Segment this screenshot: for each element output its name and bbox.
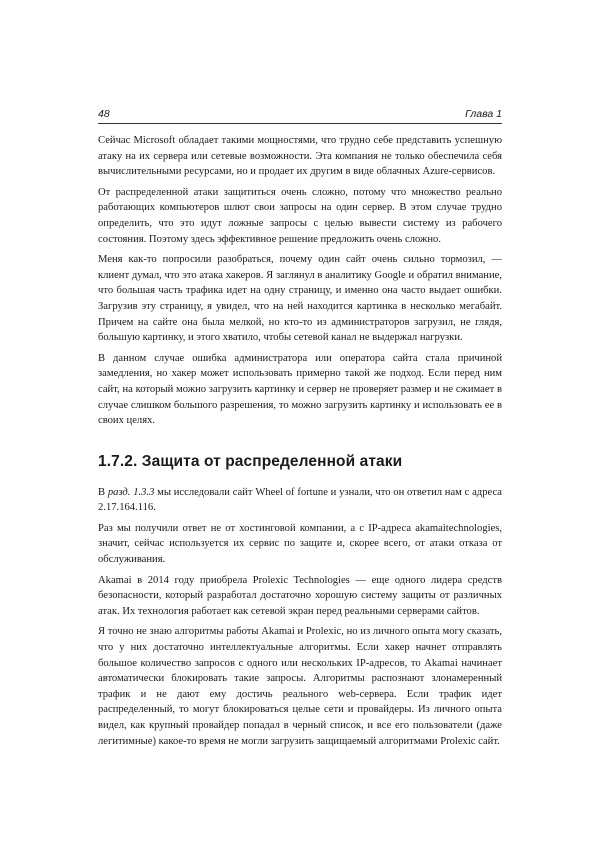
paragraph-wheel-of-fortune	[98, 485, 502, 516]
paragraph-microsoft: Сейчас Microsoft обладает такими мощностями, что трудно себе представить успешную атаку на их сервера или сетевые возможности. Эта компания не только обеспечила себя вычислительными ресурсами, но и продает их другим в виде облачных Azure-сервисов.	[98, 135, 502, 178]
paragraph-distributed-attack: От распределенной атаки защититься очень сложно, потому что множество реально работающих компьютеров шлют свои запросы на один сервер. В этом случае трудно определить, что это идут ложные запросы с целью вывести систему из рабочего состояния. Поэтому здесь эффективное решение предложить очень сложно.	[98, 186, 502, 245]
chapter-title: Глава 1	[465, 108, 502, 120]
paragraph-rest: мы исследовали сайт Wheel of fortune и узнали, что он ответил нам с адреса 2.17.164.116.	[98, 486, 502, 514]
paragraph-akamai-ip: Раз мы получили ответ не от хостинговой компании, а с IP-адреса akamaitechnologies, значит, сейчас используется их сервис по защите и, скорее всего, от атаки отказа от обслуживания.	[98, 522, 502, 566]
paragraph-admin-error: В данном случае ошибка администратора или оператора сайта стала причиной замедления, но хакер может использовать примерно такой же подход. Если перед ним сайт, на который можно загрузить картинку и сервер не проверяет размер и не сжимает в случае слишком большого разрешения, то можно загрузить картинку и использовать ее в своих целях.	[98, 352, 502, 427]
paragraph-prolexic: Akamai в 2014 году приобрела Prolexic Technologies — еще одного лидера средств безопасности, который разработал достаточно хорошую систему защиты от различных атак. Их технология работает как сетевой экран перед реальными серверами сайтов.	[98, 574, 502, 617]
page-number: 48	[98, 108, 110, 120]
book-page	[98, 108, 502, 754]
section-reference: разд. 1.3.3	[107, 486, 155, 498]
paragraph-slow-site: Меня как-то попросили разобраться, почему один сайт очень сильно тормозил, — клиент думал, что это атака хакеров. Я заглянул в аналитику Google и обратил внимание, что большая часть трафика идет на одну страницу, и именно она часто выдает ошибки. Загрузив эту страницу, я увидел, что на ней находится картинка в несколько мегабайт. Причем на сайте она была мелкой, но кто-то из администраторов загрузил, не глядя, большую картинку, и этого хватило, чтобы сетевой канал не выдержал нагрузки.	[98, 254, 502, 344]
paragraph-prefix: В	[98, 486, 108, 498]
section-heading: 1.7.2. Защита от распределенной атаки	[98, 452, 403, 470]
paragraph-algorithms: Я точно не знаю алгоритмы работы Akamai и Prolexic, но из личного опыта могу сказать, что у них достаточно интеллектуальные алгоритмы. Если хакер начнет отправлять большое количество запросов с одного или нескольких IP-адресов, то Akamai начинает автоматически блокировать такие запросы. Алгоритмы распознают злонамеренный трафик и не дают ему достичь реального web-сервера. Если трафик идет распределенный, то могут блокироваться целые сети и провайдеры. Из личного опыта видел, как крупный провайдер попадал в черный список, и все его пользователи (даже легитимные) какое-то время не могли загрузить защищаемый алгоритмами Prolexic сайт.	[98, 626, 502, 747]
running-head	[98, 108, 502, 124]
